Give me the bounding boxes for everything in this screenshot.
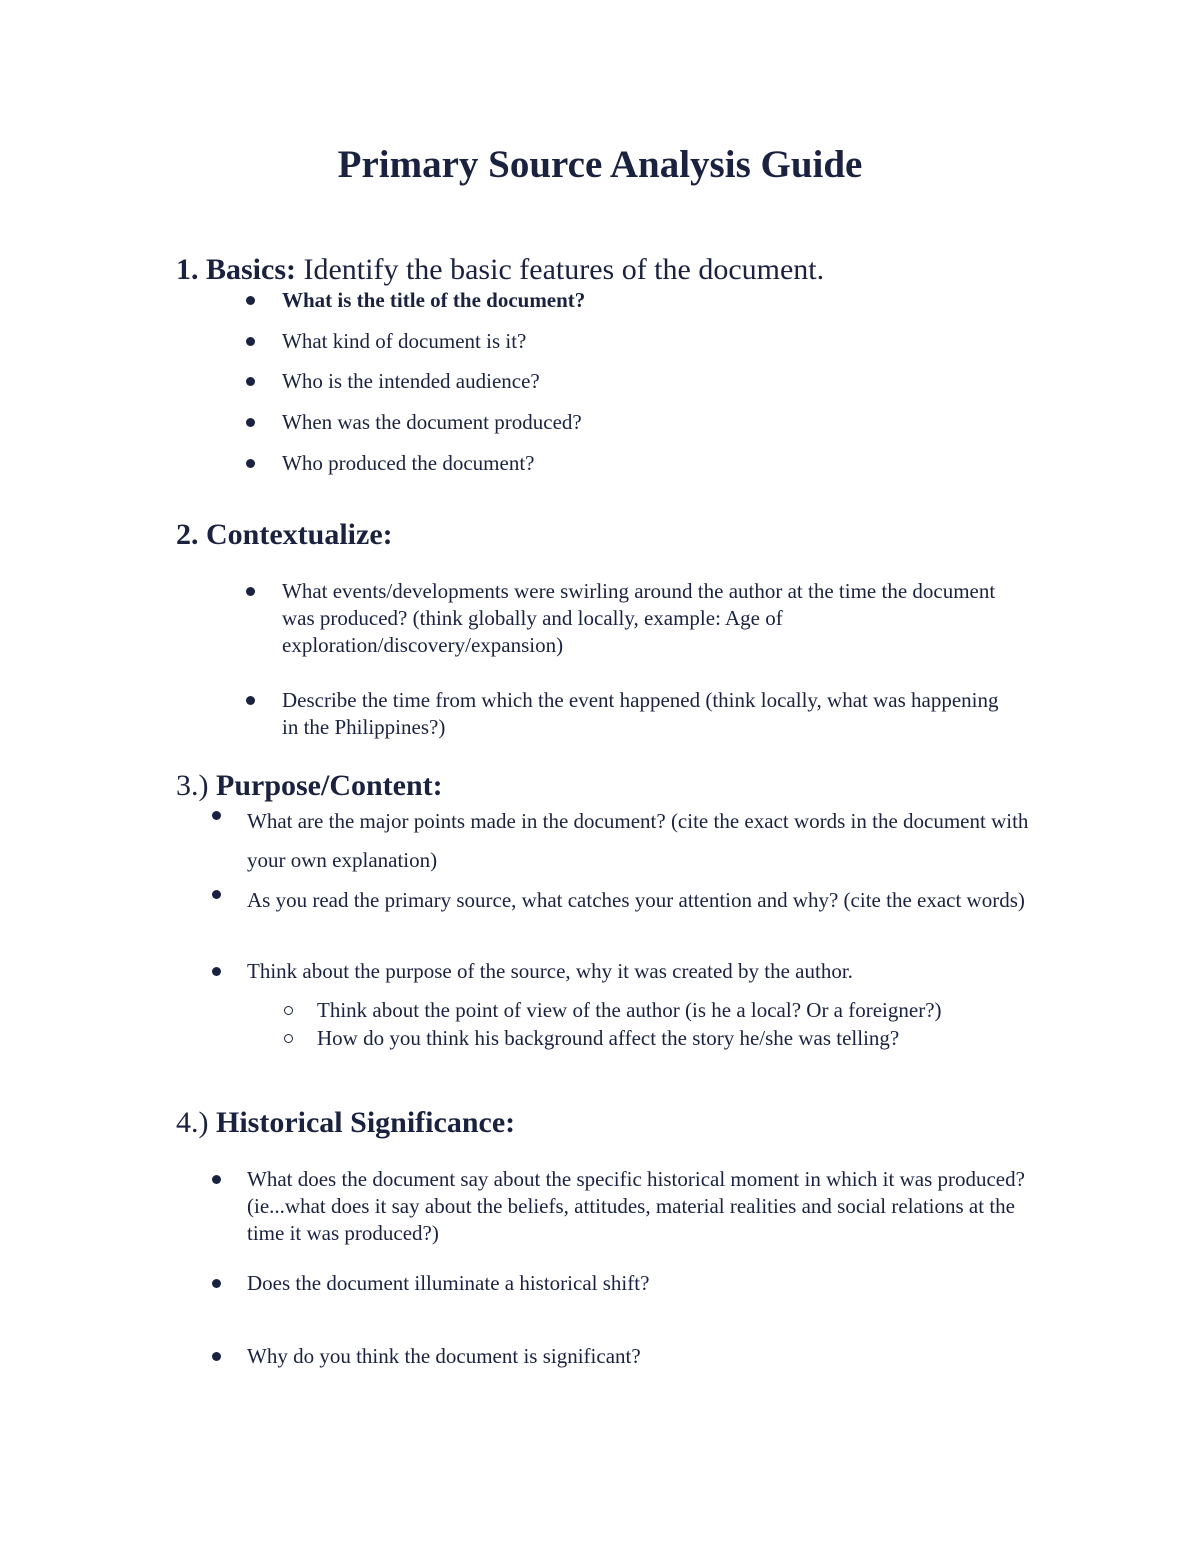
bullet-icon (246, 377, 255, 386)
list-item: What does the document say about the specific historical moment in which it was produced? (ie...what does it say about the beliefs, attitudes, material realities and social relations at the time it was produced?) (247, 1167, 1025, 1245)
list-item: Think about the purpose of the source, why it was created by the author. (247, 959, 853, 983)
bullet-icon (212, 1279, 221, 1288)
list-item: Who is the intended audience? (282, 369, 540, 393)
bullet-icon (246, 337, 255, 346)
section-3-heading (176, 766, 443, 806)
list-item: As you read the primary source, what catches your attention and why? (cite the exact words) (247, 888, 1025, 912)
list-item: Does the document illuminate a historical shift? (247, 1271, 650, 1295)
section-4-title: Historical Significance: (216, 1106, 516, 1139)
bullet-icon (212, 1352, 221, 1361)
section-3-number: 3.) (176, 769, 209, 802)
circle-bullet-icon (284, 1006, 293, 1015)
section-4-number: 4.) (176, 1106, 209, 1139)
list-item: Describe the time from which the event happened (think locally, what was happening in the Philippines?) (282, 688, 999, 739)
section-1-heading (176, 250, 824, 290)
list-item: What are the major points made in the document? (cite the exact words in the document with your own explanation) (247, 809, 1029, 872)
section-4-heading (176, 1103, 515, 1143)
bullet-icon (212, 967, 221, 976)
bullet-icon (212, 811, 221, 820)
list-item: What kind of document is it? (282, 329, 527, 353)
section-1-subheading: Identify the basic features of the document. (296, 253, 825, 286)
page-title: Primary Source Analysis Guide (337, 143, 863, 186)
list-item: Why do you think the document is significant? (247, 1344, 641, 1368)
section-3-title: Purpose/Content: (216, 769, 443, 802)
bullet-icon (246, 418, 255, 427)
bullet-icon (246, 587, 255, 596)
section-2-number: 2. (176, 518, 199, 551)
section-1-title: Basics: (206, 253, 296, 286)
circle-bullet-icon (284, 1034, 293, 1043)
list-item: Who produced the document? (282, 451, 535, 475)
section-1-number: 1. (176, 253, 199, 286)
bullet-icon (212, 1175, 221, 1184)
bullet-icon (246, 459, 255, 468)
list-item: What is the title of the document? (282, 288, 586, 312)
list-item: What events/developments were swirling around the author at the time the document was produced? (think globally and locally, example: Age of exploration/discovery/expansion) (282, 579, 996, 657)
section-2-title: Contextualize: (206, 518, 393, 551)
bullet-icon (212, 890, 221, 899)
list-item: When was the document produced? (282, 410, 582, 434)
section-2-heading (176, 515, 393, 555)
bullet-icon (246, 296, 255, 305)
sub-list-item: Think about the point of view of the author (is he a local? Or a foreigner?) (317, 998, 942, 1022)
bullet-icon (246, 696, 255, 705)
sub-list-item: How do you think his background affect the story he/she was telling? (317, 1026, 900, 1050)
